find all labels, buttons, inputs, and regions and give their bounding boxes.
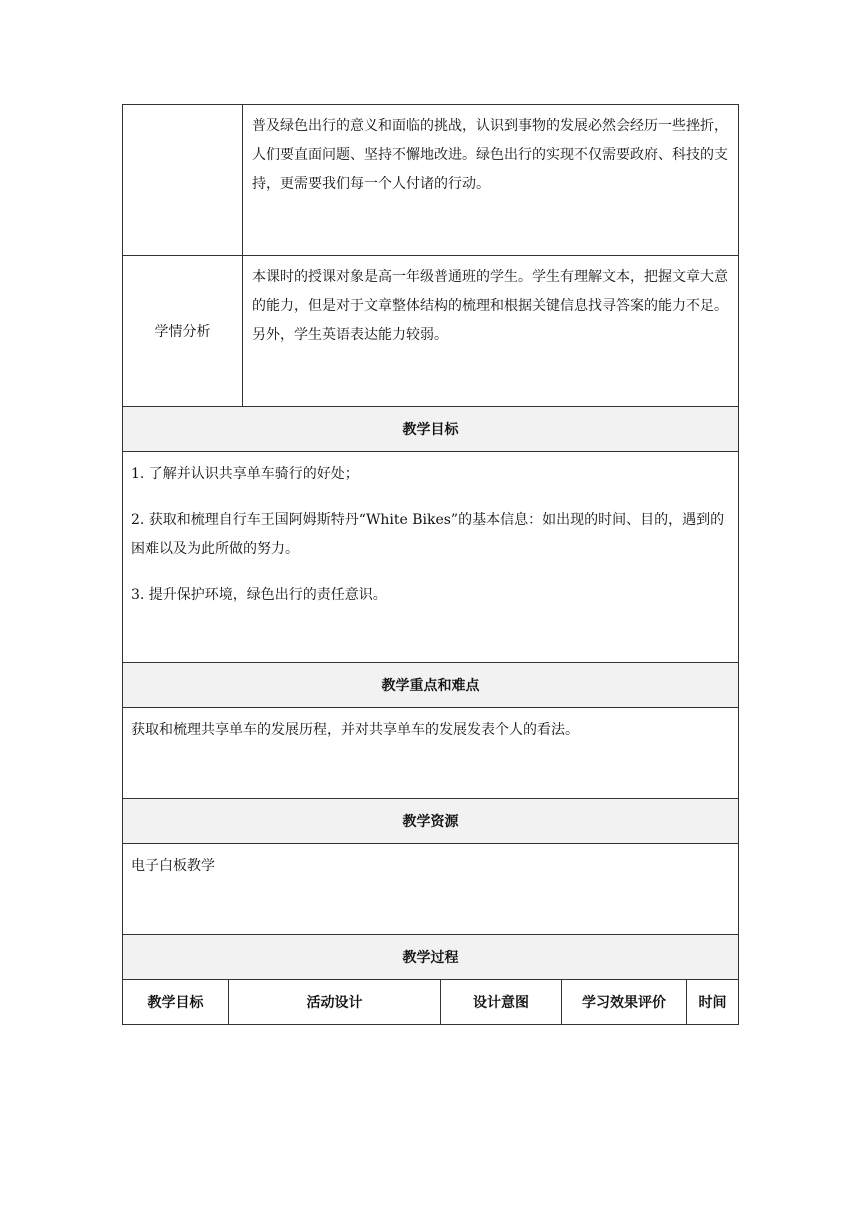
resources-heading: 教学资源	[123, 799, 739, 844]
process-heading: 教学过程	[123, 935, 739, 980]
objectives-list	[123, 452, 739, 663]
process-column-header-row	[123, 980, 739, 1025]
objectives-heading: 教学目标	[123, 407, 739, 452]
objective-item-3: 3. 提升保护环境，绿色出行的责任意识。	[131, 587, 387, 603]
lesson-plan-table	[122, 104, 738, 1025]
column-header-objective: 教学目标	[123, 980, 229, 1025]
student-analysis-label: 学情分析	[123, 256, 243, 407]
objective-item-2: 2. 获取和梳理自行车王国阿姆斯特丹“White Bikes”的基本信息：如出现的时间、目的，遇到的困难以及为此所做的努力。	[131, 512, 725, 557]
column-header-intent: 设计意图	[441, 980, 562, 1025]
student-analysis-row	[123, 256, 739, 407]
process-header-row	[123, 935, 739, 980]
main-table	[122, 104, 739, 980]
process-columns-table	[122, 980, 739, 1025]
key-points-text: 获取和梳理共享单车的发展历程，并对共享单车的发展发表个人的看法。	[123, 708, 739, 799]
resources-text: 电子白板教学	[123, 844, 739, 935]
objective-item-1: 1. 了解并认识共享单车骑行的好处；	[131, 466, 359, 482]
continuation-text: 普及绿色出行的意义和面临的挑战，认识到事物的发展必然会经历一些挫折，人们要直面问题、坚持不懈地改进。绿色出行的实现不仅需要政府、科技的支持，更需要我们每一个人付诸的行动。	[243, 105, 739, 256]
column-header-time: 时间	[687, 980, 739, 1025]
column-header-activity: 活动设计	[229, 980, 441, 1025]
column-header-evaluation: 学习效果评价	[562, 980, 687, 1025]
key-points-row	[123, 708, 739, 799]
resources-header-row	[123, 799, 739, 844]
objectives-header-row	[123, 407, 739, 452]
empty-label-cell	[123, 105, 243, 256]
continuation-row	[123, 105, 739, 256]
key-points-heading: 教学重点和难点	[123, 663, 739, 708]
student-analysis-text: 本课时的授课对象是高一年级普通班的学生。学生有理解文本，把握文章大意的能力，但是对于文章整体结构的梳理和根据关键信息找寻答案的能力不足。另外，学生英语表达能力较弱。	[243, 256, 739, 407]
resources-row	[123, 844, 739, 935]
key-points-header-row	[123, 663, 739, 708]
objectives-row	[123, 452, 739, 663]
